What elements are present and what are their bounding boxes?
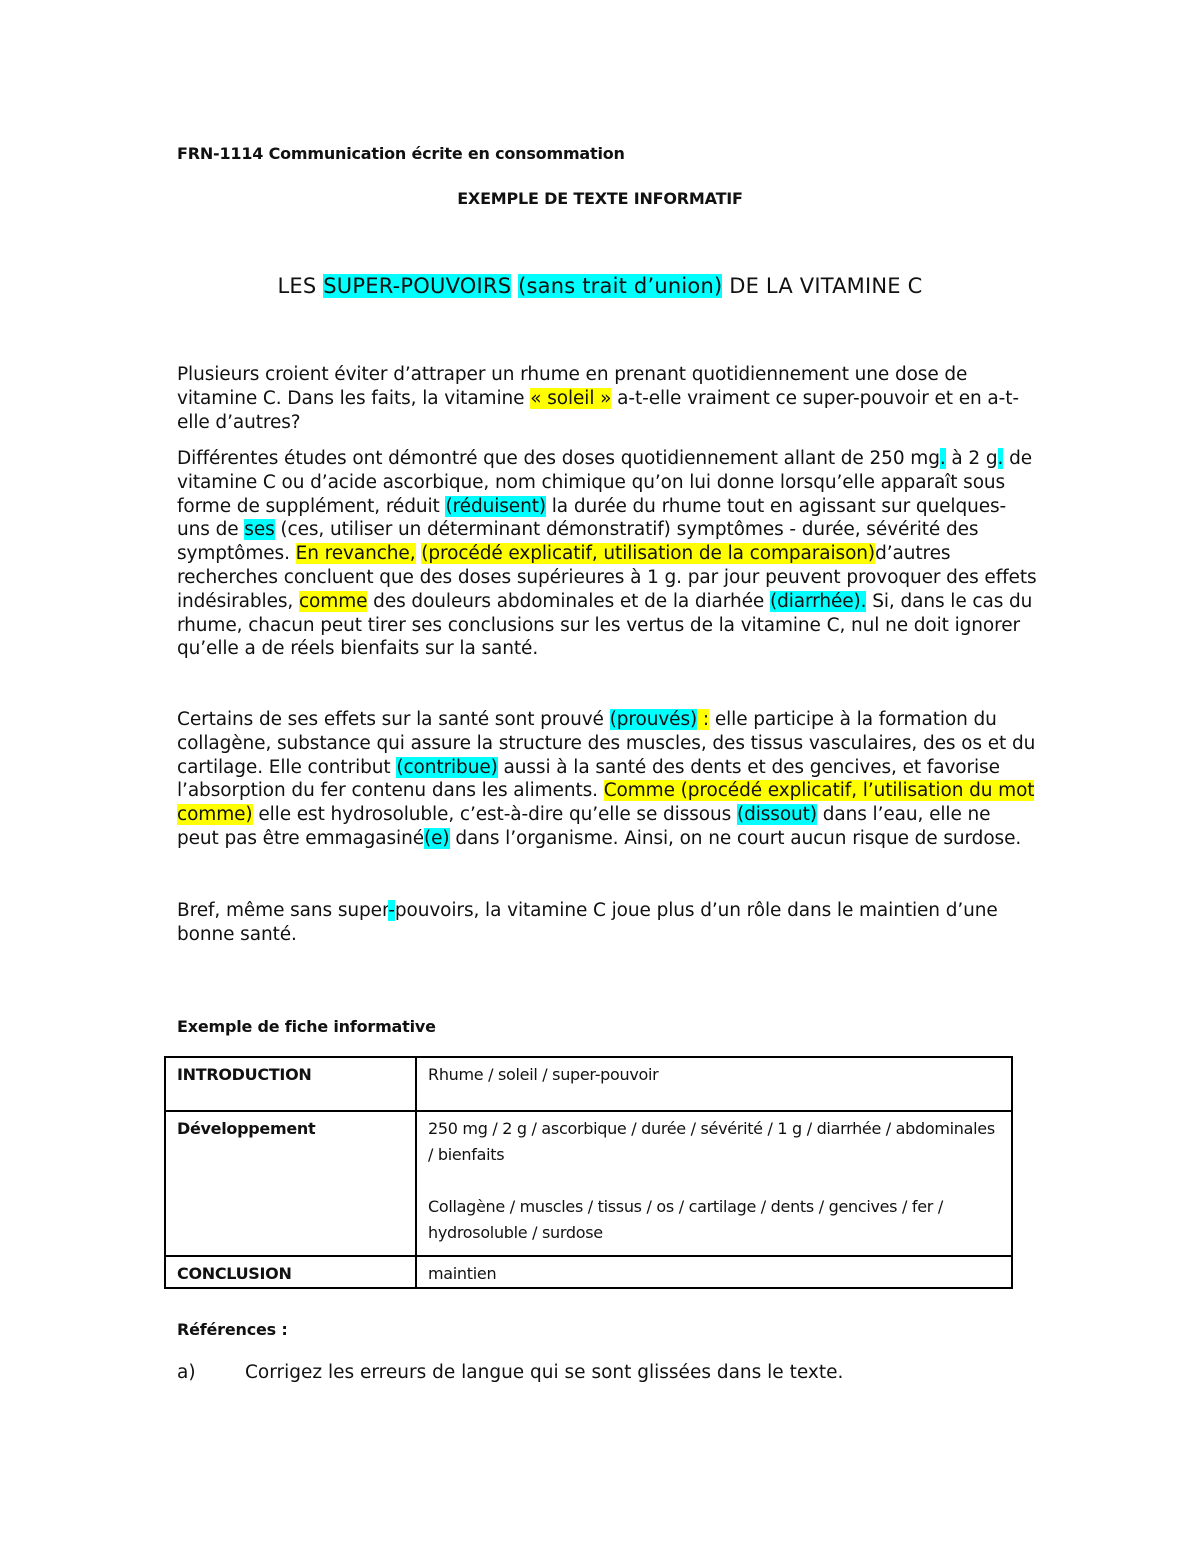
row-label: INTRODUCTION (165, 1057, 416, 1111)
highlight-cyan: (diarrhée). (769, 590, 867, 612)
info-sheet-table (164, 1056, 1013, 1289)
highlight-cyan: . (997, 448, 1004, 469)
content-block: Collagène / muscles / tissus / os / cartilage / dents / gencives / fer / hydrosoluble / surdose (428, 1197, 943, 1242)
text-run: dans l’eau, elle ne peut pas être emmagasiné (177, 804, 991, 849)
title-highlight-cyan: (sans trait d’union) (518, 274, 723, 298)
spacer (428, 1168, 1000, 1194)
text-run: elle est hydrosoluble, c’est-à-dire qu’elle se dissous (252, 804, 737, 826)
text-run: des douleurs abdominales et de la diarhée (367, 590, 770, 612)
text-run: Différentes études ont démontré que des doses quotidiennement allant de 250 mg (177, 448, 940, 469)
highlight-cyan: (contribue) (396, 756, 498, 778)
text-run: elle participe à la formation du collagène, substance qui assure la structure des muscles, des tissus vasculaires, des os et du cartilage. Elle contribut (177, 709, 1036, 778)
row-content (416, 1111, 1012, 1256)
paragraph-1 (177, 363, 1037, 434)
table-title: Exemple de fiche informative (177, 1017, 436, 1036)
highlight-cyan: (prouvés) (609, 709, 698, 730)
list-marker: a) (177, 1362, 196, 1383)
highlight-yellow: (procédé explicatif, utilisation de la comparaison) (421, 543, 876, 565)
row-content: maintien (416, 1256, 1012, 1288)
text-run: Plusieurs croient éviter d’attraper un rhume en prenant quotidiennement une dose de vitamine C. Dans les faits, la vitamine (177, 364, 968, 409)
text-run: a-t-elle vraiment ce super-pouvoir et en a-t-elle d’autres? (177, 387, 1019, 433)
title-part: LES (277, 274, 324, 298)
row-label: Développement (165, 1111, 416, 1256)
text-run: Si, dans le cas du rhume, chacun peut tirer ses conclusions sur les vertus de la vitamine C, nul ne doit ignorer qu’elle a de réels bienfaits sur la santé. (177, 590, 1033, 660)
instruction-text: Corrigez les erreurs de langue qui se sont glissées dans le texte. (245, 1362, 844, 1383)
table-row (165, 1057, 1012, 1111)
text-run: à 2 g (945, 448, 998, 469)
text-run: pouvoirs, la vitamine C joue plus d’un rôle dans le maintien d’une bonne santé. (177, 900, 998, 945)
paragraph-3 (177, 708, 1037, 851)
row-label: CONCLUSION (165, 1256, 416, 1288)
highlight-cyan: . (939, 448, 946, 469)
row-content: Rhume / soleil / super-pouvoir (416, 1057, 1012, 1111)
content-block: 250 mg / 2 g / ascorbique / durée / sévérité / 1 g / diarrhée / abdominales / bienfaits (428, 1119, 995, 1164)
highlight-cyan: - (388, 900, 395, 921)
article-title (0, 274, 1200, 298)
title-part: DE LA VITAMINE C (722, 274, 923, 298)
highlight-yellow: : (697, 709, 710, 730)
highlight-yellow: « soleil » (530, 387, 612, 409)
highlight-cyan: (réduisent) (445, 495, 546, 517)
text-run: dans l’organisme. Ainsi, on ne court aucun risque de surdose. (449, 827, 1022, 849)
highlight-cyan: (e) (424, 827, 450, 849)
paragraph-4 (177, 899, 1037, 947)
text-run: Certains de ses effets sur la santé sont prouvé (177, 709, 610, 730)
title-highlight-cyan: SUPER-POUVOIRS (323, 274, 512, 298)
references-heading: Références : (177, 1320, 288, 1339)
text-run: Bref, même sans super (177, 900, 389, 921)
course-heading: FRN-1114 Communication écrite en consommation (177, 144, 625, 163)
document-subtitle: EXEMPLE DE TEXTE INFORMATIF (457, 189, 743, 208)
highlight-yellow: Comme (procédé explicatif, l’utilisation du mot comme) (177, 780, 1035, 826)
instruction-item (177, 1362, 843, 1383)
highlight-yellow: En revanche, (295, 543, 416, 565)
highlight-cyan: (dissout) (736, 804, 817, 826)
paragraph-2 (177, 447, 1037, 661)
table-row (165, 1111, 1012, 1256)
highlight-cyan: ses (244, 519, 275, 541)
text-run: (ces, utiliser un déterminant démonstratif) symptômes - durée, sévérité des symptômes. (177, 519, 979, 565)
text-run: de vitamine C ou d’acide ascorbique, nom chimique qu’on lui donne lorsqu’elle apparaît sous forme de supplément, réduit (177, 448, 1033, 517)
text-run: la durée du rhume tout en agissant sur quelques-uns de (177, 495, 1007, 541)
text-run: d’autres recherches concluent que des doses supérieures à 1 g. par jour peuvent provoquer des effets indésirables, (177, 543, 1037, 612)
text-run: aussi à la santé des dents et des gencives, et favorise l’absorption du fer contenu dans les aliments. (177, 756, 1000, 802)
highlight-yellow: comme (298, 590, 368, 612)
table-row (165, 1256, 1012, 1288)
